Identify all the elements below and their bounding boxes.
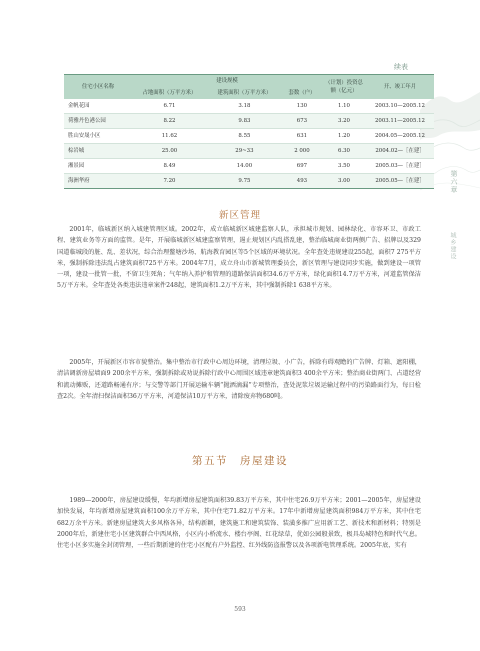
- cell-invest: 6.30: [322, 144, 366, 159]
- cell-units: 2 000: [282, 144, 322, 159]
- cell-dates: 2004.02—［在建］: [366, 144, 434, 159]
- cell-land: 11.62: [132, 129, 207, 144]
- cell-build: 8.55: [207, 129, 282, 144]
- header-build-area: 建筑面积（万平方米）: [207, 87, 282, 99]
- cell-dates: 2003.10—2005.12: [366, 99, 434, 114]
- cell-dates: 2003.11—2005.12: [366, 114, 434, 129]
- cell-name: 海洲华府: [64, 174, 132, 189]
- cell-build: 29~33: [207, 144, 282, 159]
- cell-build: 9.75: [207, 174, 282, 189]
- cell-invest: 3.00: [322, 174, 366, 189]
- cell-land: 25.00: [132, 144, 207, 159]
- housing-table: [64, 74, 434, 189]
- cell-name: 棕岩城: [64, 144, 132, 159]
- header-dates: 开、竣工年月: [366, 75, 434, 100]
- cell-land: 7.20: [132, 174, 207, 189]
- table-row: [64, 114, 434, 129]
- side-chapter-label: 第六章: [450, 170, 458, 194]
- continued-label: 续表: [394, 63, 408, 71]
- cell-build: 3.18: [207, 99, 282, 114]
- cell-build: 14.00: [207, 159, 282, 174]
- cell-units: 130: [282, 99, 322, 114]
- paragraph: 1989—2000年，房屋建设缓慢，年均新增房屋建筑面积39.83万平方米，其中住宅26.9万平方米；2001—2005年，房屋建设加快发展，年均新增房屋建筑面积100余万平方米，其中住宅71.82万平方米。17年中新增房屋建筑面积984万平方米，其中住宅682万余平方米。新建房屋建筑大多风格各异，结构新颖，建筑施工和建筑装饰、装潢多推广应用新工艺、新技术和新材料；特别是2000年后，新建住宅小区建筑群合中西风格，小区内小桥流水、楼台亭阁、红花绿草，优如公园般景致，极具岛城特色和时代气息。住宅小区多实施全封闭管理，一些后期新建的住宅小区配有户外监控、红外线防盗报警以及各项新电管理系统。2005年底，实有: [57, 497, 421, 550]
- table-row: [64, 159, 434, 174]
- table-body: [64, 99, 434, 189]
- cell-land: 6.71: [132, 99, 207, 114]
- cell-units: 631: [282, 129, 322, 144]
- page-number: 593: [234, 606, 246, 613]
- paragraph: 2005年，开展新区市容市貌整治。集中整治市行政中心周边环境，清理垃圾、小广告，拆除有碍观瞻的广告牌、灯箱、遮阳棚，清洁调新房屋墙面9 200余平方米，强制拆除或劝说拆除行政中心周围区域违章建筑面积3 400余平方米；整治商业街两门、占道经营和流动摊贩，还道路畅通有序；与交警等部门开展运输车辆“抛洒滴漏”专项整治，查处泥浆垃圾运输过程中的污染路面行为，每日检查2次。全年清扫保洁面积36万平方米，河道保洁10万平方米，清除废弃物680吨。: [57, 359, 421, 400]
- cell-units: 697: [282, 159, 322, 174]
- cell-invest: 1.10: [322, 99, 366, 114]
- table-row: [64, 144, 434, 159]
- table-row: [64, 174, 434, 189]
- header-investment: （计划）投资总额（亿元）: [322, 75, 366, 100]
- header-name: 住宅小区名称: [64, 75, 132, 100]
- side-subtitle: 城乡建设: [449, 232, 456, 260]
- cell-build: 9.83: [207, 114, 282, 129]
- cell-land: 8.22: [132, 114, 207, 129]
- cell-land: 8.49: [132, 159, 207, 174]
- cell-dates: 2005.03—［在建］: [366, 159, 434, 174]
- cell-units: 493: [282, 174, 322, 189]
- housing-table-container: [64, 74, 434, 189]
- header-households: 套数（户）: [282, 87, 322, 99]
- cell-invest: 3.50: [322, 159, 366, 174]
- cell-name: 湘景园: [64, 159, 132, 174]
- subsection-title: 新区管理: [218, 210, 261, 221]
- cell-name: 金帆花园: [64, 99, 132, 114]
- cell-units: 673: [282, 114, 322, 129]
- cell-name: 胜山安晟小区: [64, 129, 132, 144]
- header-scale: 建设规模: [132, 75, 322, 88]
- table-row: [64, 129, 434, 144]
- section-number: 第五节: [192, 455, 228, 467]
- cell-invest: 3.20: [322, 114, 366, 129]
- section-heading: [0, 453, 480, 468]
- cell-dates: 2004.05—2005.12: [366, 129, 434, 144]
- cell-dates: 2005.05—［在建］: [366, 174, 434, 189]
- header-land-area: 占地面积（万平方米）: [132, 87, 207, 99]
- table-row: [64, 99, 434, 114]
- cell-name: 荷雅丹色港公园: [64, 114, 132, 129]
- paragraph: 2001年，临城新区纳入城建管理区域。2002年，成立临城新区城建监察人队，承担城市规划、园林绿化、市容环卫、市政工程、建筑业务等方面的监管。是年，开展临城新区城建监察管理，遏止规划区内乱搭乱建，整治临城商业街两侧广告、招牌以及329国道临城段的脏、乱、差状况，综合治理鳌塘沙场、航海教育园区等5个区域的环境状况。全年查处违规建设255起，面积7 275平方米，强制拆除违法乱占建筑面积725平方米。2004年7月，成立舟山市新城管理委员会，新区管理与建设同步实施，做到建设一项管一项，建设一批管一批，不留卫生死角；气年纳入养护和管理的道路保洁面积34.6万平方米，绿化面积14.7万平方米，河道监管保洁5万平方米。全年查处各类违法违章案件248起，建筑面积1.2万平方米，其中强制拆除1 638平方米。: [57, 226, 421, 290]
- section-title: 房屋建设: [240, 455, 288, 467]
- cell-invest: 1.20: [322, 129, 366, 144]
